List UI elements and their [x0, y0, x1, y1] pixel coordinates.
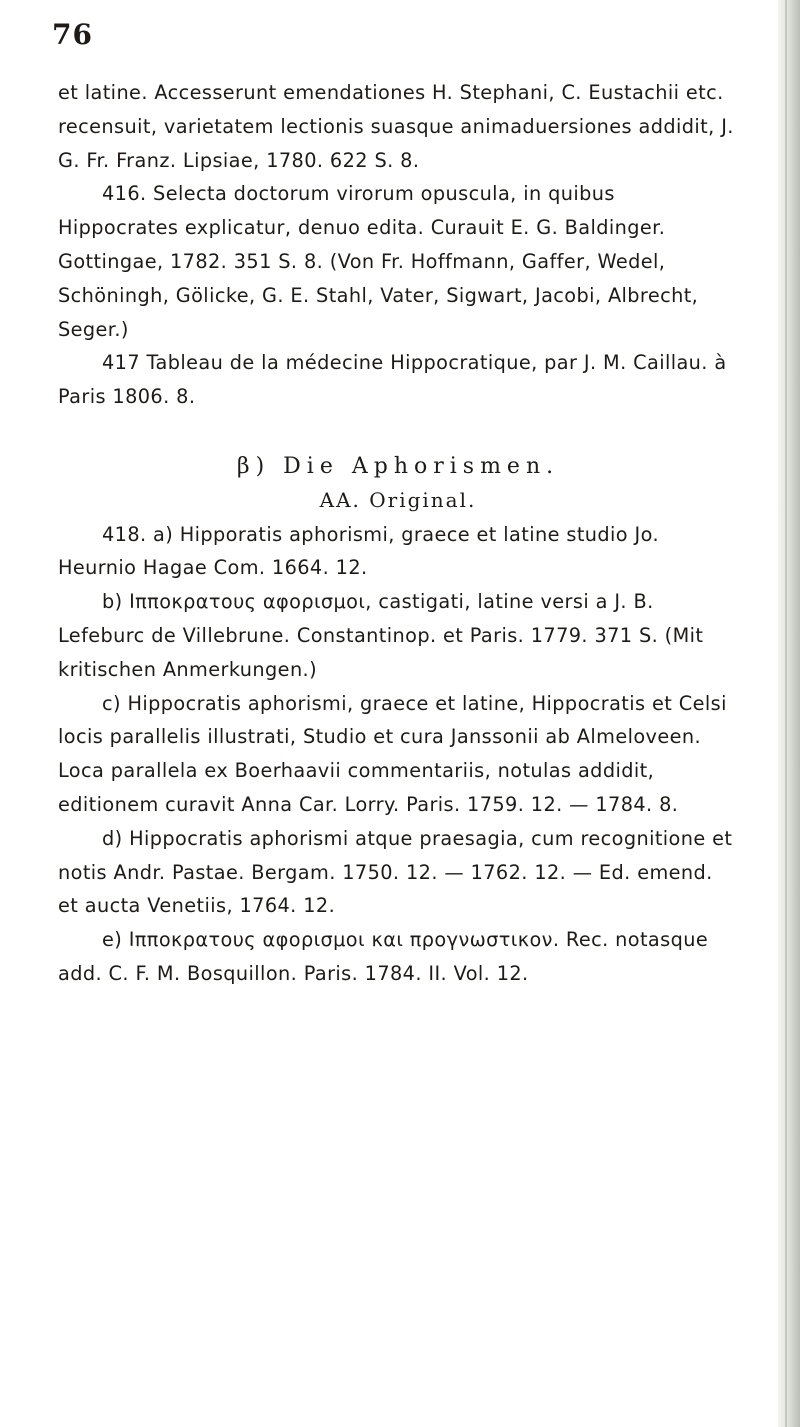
entry-418-c: c) Hippocratis aphorismi, graece et latine, Hippocratis et Celsi locis parallelis illustrati, Studio et cura Janssonii ab Almeloveen. Loca parallela ex Boerhaavii commentariis, notulas addidit, editionem curavit Anna Car. Lorry. Paris. 1759. 12. — 1784. 8. [58, 691, 727, 816]
page-number: 76 [52, 18, 93, 51]
entry-continuation: et latine. Accesserunt emendationes H. Stephani, C. Eustachii etc. recensuit, varietatem lectionis suasque animaduersiones addidit, J. G. Fr. Franz. Lipsiae, 1780. 622 S. 8. [58, 81, 734, 172]
entry-418-b: b) Ιπποκρατους αφορισμοι, castigati, latine versi a J. B. Lefeburc de Villebrune. Constantinop. et Paris. 1779. 371 S. (Mit kritischen Anmerkungen.) [58, 590, 704, 681]
entry-418-d: d) Hippocratis aphorismi atque praesagia, cum recognitione et notis Andr. Pastae. Bergam. 1750. 12. — 1762. 12. — Ed. emend. et aucta Venetiis, 1764. 12. [58, 826, 733, 918]
binding-line [785, 0, 787, 1427]
entry-416: 416. Selecta doctorum virorum opuscula, in quibus Hippocrates explicatur, denuo edita. Curauit E. G. Baldinger. Gottingae, 1782. 351 S. 8. (Von Fr. Hoffmann, Gaffer, Wedel, Schöningh, Gölicke, G. E. Stahl, Vater, Sigwart, Jacobi, Albrecht, Seger.) [58, 182, 699, 341]
page-edge-shadow [778, 0, 800, 1427]
entry-418-e: e) Ιπποκρατους αφορισμοι και προγνωστικον. Rec. notasque add. C. F. M. Bosquillon. Paris. 1784. II. Vol. 12. [58, 928, 709, 985]
entry-418-a: 418. a) Hipporatis aphorismi, graece et latine studio Jo. Heurnio Hagae Com. 1664. 12. [58, 522, 659, 580]
section-subheading: AA. Original. [319, 487, 477, 512]
entry-417: 417 Tableau de la médecine Hippocratique, par J. M. Caillau. à Paris 1806. 8. [58, 351, 727, 409]
section-heading: β) Die Aphorismen. [236, 453, 560, 479]
page-text [58, 76, 738, 991]
